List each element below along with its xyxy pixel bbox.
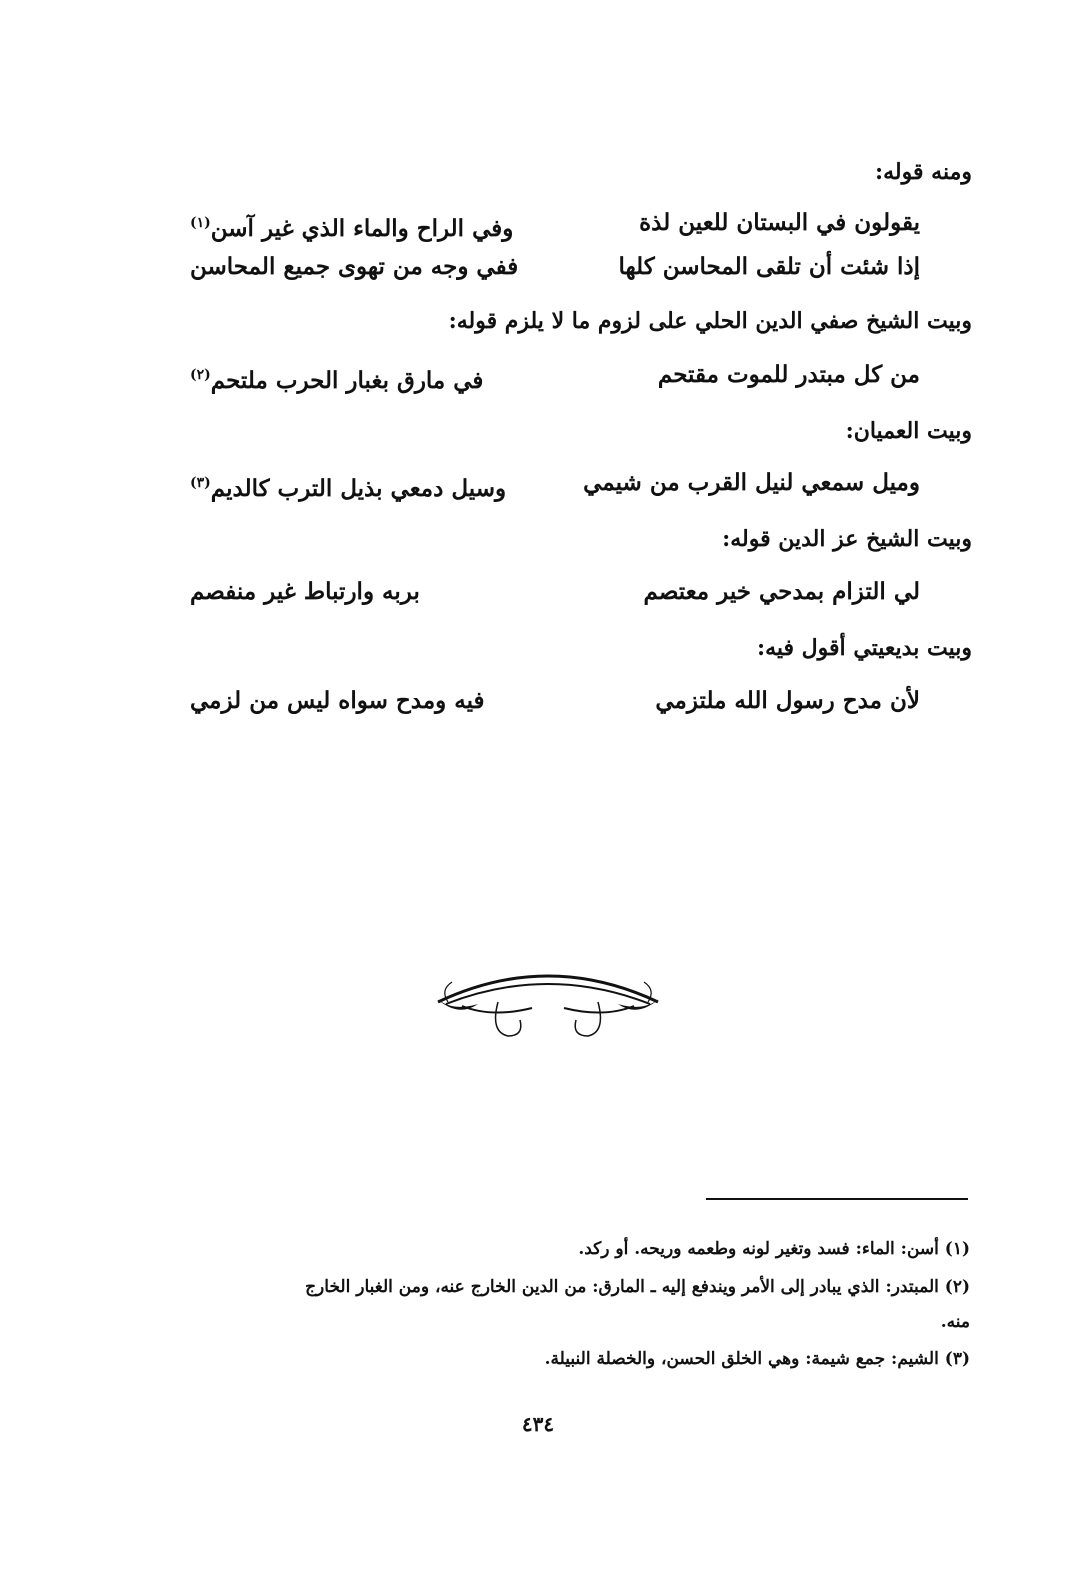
verse-ajuz-text: وسيل دمعي بذيل الترب كالديم (210, 475, 507, 502)
verse-ajuz (190, 465, 506, 507)
section-intro: ومنه قوله: (874, 159, 972, 185)
verse-ajuz: فيه ومدح سواه ليس من لزمي (190, 687, 485, 714)
verse-ajuz (190, 357, 483, 399)
verse-sadr: يقولون في البستان للعين لذة (639, 209, 920, 236)
verse-sadr: وميل سمعي لنيل القرب من شيمي (583, 469, 920, 496)
footnote-separator (706, 1198, 968, 1200)
footnote-2: (٢) المبتدر: الذي يبادر إلى الأمر ويندفع إليه ـ المارق: من الدين الخارج عنه، ومن الغبار الخارج (305, 1277, 970, 1297)
footnote-2-continued: منه. (940, 1312, 970, 1332)
verse-ajuz-text: في مارق بغبار الحرب ملتحم (210, 367, 484, 394)
section-intro: وبيت الشيخ صفي الدين الحلي على لزوم ما لا يلزم قوله: (448, 308, 972, 334)
verse-ajuz: بربه وارتباط غير منفصم (190, 578, 420, 605)
verse-ajuz: ففي وجه من تهوى جميع المحاسن (190, 253, 519, 280)
footnote-marker: (٢) (190, 367, 211, 383)
section-intro: وبيت بديعيتي أقول فيه: (756, 635, 972, 661)
footnote-marker: (١) (190, 215, 211, 231)
footnote-marker: (٣) (190, 475, 211, 491)
page-number: ٤٣٤ (521, 1412, 555, 1436)
verse-sadr: لي التزام بمدحي خير معتصم (643, 578, 920, 605)
section-intro: وبيت العميان: (845, 418, 972, 444)
section-intro: وبيت الشيخ عز الدين قوله: (722, 526, 972, 552)
verse-sadr: إذا شئت أن تلقى المحاسن كلها (618, 253, 920, 280)
verse-row (190, 574, 920, 610)
verse-ajuz (190, 205, 513, 247)
verse-row (190, 357, 920, 393)
ornament-flourish-icon (432, 962, 664, 1042)
verse-sadr: من كل مبتدر للموت مقتحم (657, 361, 920, 388)
footnote-3: (٣) الشيم: جمع شيمة: وهي الخلق الحسن، والخصلة النبيلة. (544, 1349, 970, 1369)
footnote-1: (١) أسن: الماء: فسد وتغير لونه وطعمه وريحه. أو ركد. (578, 1239, 970, 1259)
verse-row (190, 683, 920, 719)
verse-ajuz-text: وفي الراح والماء الذي غير آسن (210, 215, 514, 242)
verse-row (190, 249, 920, 285)
verse-row (190, 465, 920, 501)
verse-sadr: لأن مدح رسول الله ملتزمي (655, 687, 920, 714)
verse-row (190, 205, 920, 241)
